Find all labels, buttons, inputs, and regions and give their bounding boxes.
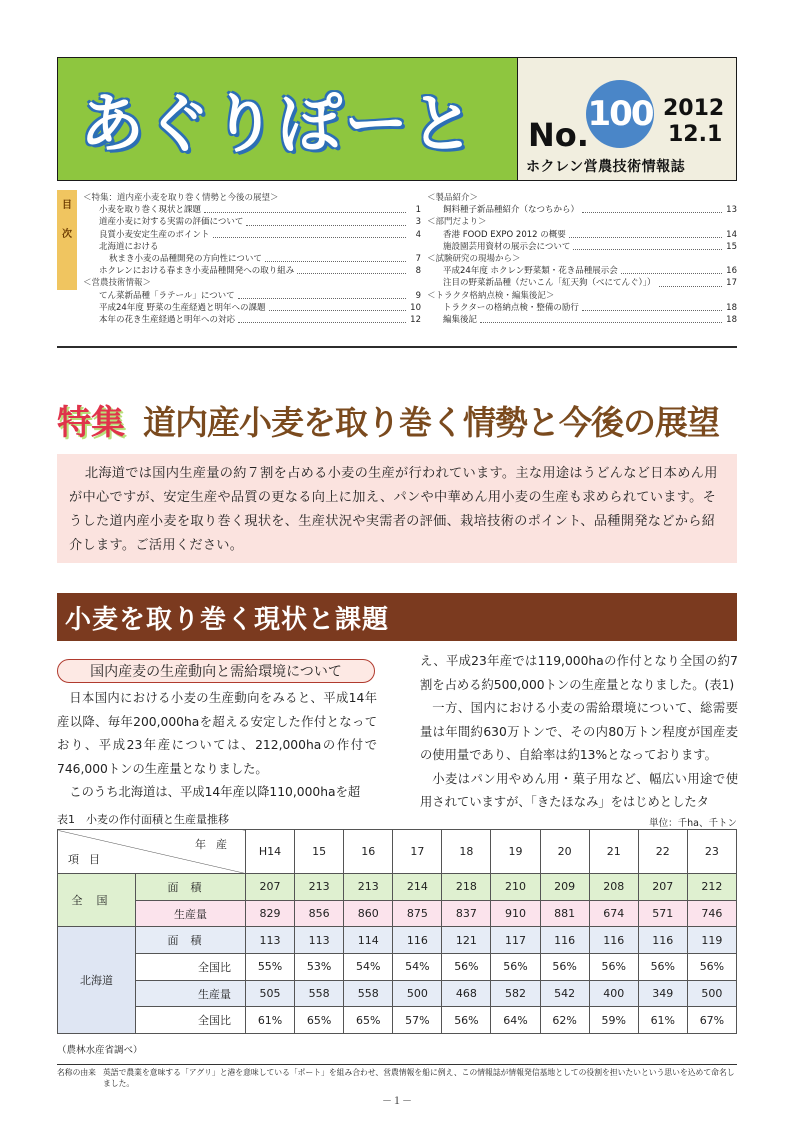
- table-cell: 210: [491, 874, 540, 901]
- table-cell: 218: [442, 874, 491, 901]
- toc-entry-title: ＜試験研究の現場から＞: [427, 254, 521, 265]
- toc-entry: [83, 290, 421, 302]
- toc-entry-title: 飼料種子新品種紹介（なつちから）: [443, 205, 580, 216]
- table-cell: 55%: [246, 954, 295, 981]
- toc-leader-dots: [213, 229, 406, 238]
- toc-entry: [83, 253, 421, 265]
- year-header-cell: 17: [393, 830, 442, 874]
- feature-title: 道内産小麦を取り巻く情勢と今後の展望: [143, 403, 719, 442]
- wheat-data-table: [57, 829, 737, 1034]
- toc-page-number: 12: [410, 315, 421, 326]
- subsection-heading: 国内産麦の生産動向と需給環境について: [57, 659, 375, 683]
- table-row: [58, 1007, 737, 1034]
- toc-entry: [83, 216, 421, 228]
- toc-page-number: 15: [726, 241, 737, 252]
- toc-leader-dots: [246, 216, 406, 225]
- feature-tag: 特集: [57, 403, 125, 443]
- toc-page-number: 1: [415, 205, 421, 216]
- table-cell: 505: [246, 980, 295, 1007]
- row-group-label: 全国: [58, 874, 136, 927]
- table-cell: 400: [589, 980, 638, 1007]
- table-cell: 542: [540, 980, 589, 1007]
- table-unit: 単位：千ha、千トン: [649, 818, 737, 829]
- toc-entry: [427, 229, 737, 241]
- header-year-label: 年産: [195, 838, 237, 851]
- table-cell: 113: [295, 927, 344, 954]
- table-cell: 207: [246, 874, 295, 901]
- masthead-issue-panel: [518, 58, 736, 180]
- year-header-cell: 18: [442, 830, 491, 874]
- toc-entry-title: 平成24年度 野菜の生産経過と明年への課題: [99, 302, 266, 313]
- table-cell: 56%: [589, 954, 638, 981]
- table-cell: 119: [687, 927, 736, 954]
- toc-divider: [57, 346, 737, 348]
- year-header-cell: 22: [638, 830, 687, 874]
- toc-leader-dots: [659, 277, 722, 286]
- table-header-row: [58, 830, 737, 874]
- toc-leader-dots: [238, 290, 406, 299]
- table-cell: 116: [638, 927, 687, 954]
- table-cell: 212: [687, 874, 736, 901]
- row-label: 生産量: [136, 980, 246, 1007]
- toc-entry: [427, 277, 737, 289]
- table-cell: 56%: [540, 954, 589, 981]
- toc-tab-char: 次: [62, 229, 72, 240]
- table-cell: 349: [638, 980, 687, 1007]
- toc-entry-title: 良質小麦安定生産のポイント: [99, 229, 210, 240]
- article-right-column: [420, 650, 738, 815]
- table-cell: 56%: [638, 954, 687, 981]
- table-cell: 116: [589, 927, 638, 954]
- footer-note-label: 名称の由来: [57, 1068, 96, 1077]
- table-cell: 208: [589, 874, 638, 901]
- toc-entry-title: ＜製品紹介＞: [427, 193, 479, 203]
- table-of-contents: [57, 190, 737, 348]
- toc-entry-title: 香港 FOOD EXPO 2012 の概要: [443, 229, 566, 240]
- table-cell: 209: [540, 874, 589, 901]
- table-cell: 57%: [393, 1007, 442, 1034]
- table-cell: 214: [393, 874, 442, 901]
- toc-entry: [83, 229, 421, 241]
- toc-right-column: [427, 192, 737, 326]
- header-item-label: 項目: [68, 853, 110, 866]
- table-cell: 56%: [491, 954, 540, 981]
- table-cell: 56%: [687, 954, 736, 981]
- footer-note: [57, 1068, 737, 1089]
- table-cell: 468: [442, 980, 491, 1007]
- toc-page-number: 18: [726, 302, 737, 313]
- table-cell: 571: [638, 900, 687, 927]
- toc-leader-dots: [297, 265, 406, 274]
- table-cell: 500: [393, 980, 442, 1007]
- table-cell: 875: [393, 900, 442, 927]
- table-cell: 837: [442, 900, 491, 927]
- table-cell: 746: [687, 900, 736, 927]
- toc-entry-title: トラクターの格納点検・整備の励行: [443, 302, 579, 313]
- toc-entry: [83, 314, 421, 326]
- toc-page-number: 8: [415, 266, 421, 277]
- toc-entry-title: ＜トラクタ格納点検・編集後記＞: [427, 290, 555, 301]
- toc-entry-title: てん菜新品種「ラテール」について: [99, 290, 235, 301]
- table-cell: 213: [295, 874, 344, 901]
- table-cell: 67%: [687, 1007, 736, 1034]
- table-cell: 558: [344, 980, 393, 1007]
- table-cell: 114: [344, 927, 393, 954]
- issue-number-badge: 100: [586, 80, 654, 148]
- magazine-logo: あぐりぽーと: [80, 88, 476, 162]
- feature-intro-text: 北海道では国内生産量の約７割を占める小麦の生産が行われています。主な用途はうどんなど日本めん用が中心ですが、安定生産や品質の更なる向上に加え、パンや中華めん用小麦の生産も求められています。そうした道内産小麦を取り巻く現状を、生産状況や実需者の評価、栽培技術のポイント、品種開発などから紹介します。ご活用ください。: [69, 466, 718, 553]
- table-row: [58, 900, 737, 927]
- table-cell: 59%: [589, 1007, 638, 1034]
- toc-entry-title: ＜営農技術情報＞: [83, 278, 152, 289]
- toc-entry-title: ＜特集：道内産小麦を取り巻く情勢と今後の展望＞: [83, 193, 279, 203]
- row-label: 全国比: [136, 1007, 246, 1034]
- toc-entry-title: 道産小麦に対する実需の評価について: [99, 217, 244, 228]
- toc-entry: [83, 204, 421, 216]
- toc-entry-title: 編集後記: [443, 315, 478, 326]
- toc-entry: [427, 241, 737, 253]
- table-caption: 表1 小麦の作付面積と生産量推移: [57, 813, 229, 826]
- year-header-cell: H14: [246, 830, 295, 874]
- toc-entry: [427, 302, 737, 314]
- page-number: －１－: [382, 1096, 412, 1107]
- table-corner-header: [58, 830, 246, 874]
- feature-intro-box: [57, 454, 737, 563]
- table-cell: 582: [491, 980, 540, 1007]
- toc-leader-dots: [204, 204, 406, 213]
- year-header-cell: 15: [295, 830, 344, 874]
- table-source: （農林水産省調べ）: [57, 1045, 143, 1056]
- table-cell: 558: [295, 980, 344, 1007]
- toc-entry-title: 本年の花き生産経過と明年への対応: [99, 315, 236, 326]
- table-cell: 54%: [393, 954, 442, 981]
- toc-section-heading: [427, 192, 737, 204]
- article-paragraph: 小麦はパン用やめん用・菓子用など、幅広い用途で使用されていますが、「きたほなみ」をはじめとしたタ: [420, 771, 738, 809]
- toc-page-number: 9: [415, 290, 421, 301]
- toc-leader-dots: [569, 229, 722, 238]
- toc-leader-dots: [480, 314, 722, 323]
- table-cell: 62%: [540, 1007, 589, 1034]
- year-header-cell: 20: [540, 830, 589, 874]
- table-cell: 56%: [442, 954, 491, 981]
- row-label: 面積: [136, 927, 246, 954]
- table-cell: 207: [638, 874, 687, 901]
- table-cell: 113: [246, 927, 295, 954]
- table-cell: 116: [393, 927, 442, 954]
- toc-leader-dots: [265, 253, 406, 262]
- table-cell: 54%: [344, 954, 393, 981]
- article-paragraph: 日本国内における小麦の生産動向をみると、平成14年産以降、毎年200,000haを超える安定した作付となっており、平成23年産については、212,000haの作付で746,000トンの生産量となりました。: [57, 691, 377, 776]
- toc-page-number: 18: [726, 315, 737, 326]
- toc-entry-title: 秋まき小麦の品種開発の方向性について: [109, 254, 262, 265]
- issue-year: 2012: [663, 96, 725, 121]
- footer-note-text: 英語で農業を意味する「アグリ」と港を意味している「ポート」を組み合わせ、営農情報を船に例え、この情報誌が情報発信基地としての役割を担いたいという思いを込めて命名しました。: [103, 1068, 735, 1088]
- table-cell: 213: [344, 874, 393, 901]
- toc-entry-title: ホクレンにおける春まき小麦品種開発への取り組み: [99, 266, 295, 277]
- magazine-subtitle: ホクレン営農技術情報誌: [526, 159, 686, 175]
- issue-date: 12.1: [668, 122, 723, 147]
- year-header-cell: 19: [491, 830, 540, 874]
- toc-section-heading: [427, 253, 737, 265]
- toc-entry-title: ＜部門だより＞: [427, 217, 487, 228]
- year-header-cell: 23: [687, 830, 736, 874]
- toc-tab-char: 目: [62, 200, 72, 211]
- feature-heading: [57, 395, 737, 443]
- toc-page-number: 10: [410, 302, 421, 313]
- table-cell: 61%: [638, 1007, 687, 1034]
- toc-leader-dots: [573, 241, 722, 250]
- toc-page-number: 14: [726, 229, 737, 240]
- toc-entry-title: 施設園芸用資材の展示会について: [443, 241, 571, 252]
- table-cell: 674: [589, 900, 638, 927]
- table-cell: 53%: [295, 954, 344, 981]
- table-cell: 64%: [491, 1007, 540, 1034]
- toc-entry: [427, 204, 737, 216]
- toc-page-number: 13: [726, 205, 737, 216]
- toc-entry-title: 注目の野菜新品種（だいこん「紅天狗（べにてんぐ）」）: [443, 278, 656, 289]
- toc-section-heading: [427, 216, 737, 228]
- toc-leader-dots: [582, 302, 722, 311]
- toc-entry-title: 平成24年度 ホクレン野菜類・花き品種展示会: [443, 266, 618, 277]
- table-cell: 116: [540, 927, 589, 954]
- article-paragraph: このうち北海道は、平成14年産以降110,000haを超: [69, 785, 361, 799]
- masthead: [57, 57, 737, 181]
- row-label: 全国比: [136, 954, 246, 981]
- toc-leader-dots: [621, 265, 722, 274]
- table-row: [58, 980, 737, 1007]
- toc-leader-dots: [582, 204, 722, 213]
- toc-entry: [83, 302, 421, 314]
- table-cell: 881: [540, 900, 589, 927]
- toc-section-heading: [83, 277, 421, 289]
- row-label: 生産量: [136, 900, 246, 927]
- table-row: [58, 954, 737, 981]
- section-banner: [57, 593, 737, 641]
- toc-entry: [427, 265, 737, 277]
- row-group-label: 北海道: [58, 927, 136, 1034]
- article-paragraph: え、平成23年産では119,000haの作付となり全国の約7割を占める約500,000トンの生産量となりました。(表1): [420, 654, 738, 692]
- footer-divider: [57, 1064, 737, 1065]
- toc-entry: [83, 241, 421, 253]
- toc-entry: [427, 314, 737, 326]
- table-cell: 61%: [246, 1007, 295, 1034]
- toc-page-number: 17: [726, 278, 737, 289]
- toc-page-number: 7: [415, 254, 421, 265]
- article-left-column: [57, 687, 377, 805]
- table-cell: 910: [491, 900, 540, 927]
- table-cell: 117: [491, 927, 540, 954]
- table-row: [58, 927, 737, 954]
- table-caption-row: [57, 809, 737, 827]
- toc-leader-dots: [238, 314, 406, 323]
- table-cell: 65%: [344, 1007, 393, 1034]
- toc-section-heading: [427, 290, 737, 302]
- issue-no-label: No.: [528, 116, 589, 154]
- toc-tab: [57, 190, 77, 290]
- toc-page-number: 16: [726, 266, 737, 277]
- year-header-cell: 16: [344, 830, 393, 874]
- table-cell: 121: [442, 927, 491, 954]
- table-cell: 56%: [442, 1007, 491, 1034]
- toc-entry: [83, 265, 421, 277]
- table-cell: 860: [344, 900, 393, 927]
- table-cell: 829: [246, 900, 295, 927]
- table-cell: 500: [687, 980, 736, 1007]
- table-cell: 65%: [295, 1007, 344, 1034]
- toc-left-column: [83, 192, 421, 326]
- toc-page-number: 3: [415, 217, 421, 228]
- row-label: 面積: [136, 874, 246, 901]
- toc-section-heading: [83, 192, 421, 204]
- toc-entry-title: 小麦を取り巻く現状と課題: [99, 205, 202, 216]
- toc-entry-title: 北海道における: [99, 241, 159, 252]
- year-header-cell: 21: [589, 830, 638, 874]
- table-row: [58, 874, 737, 901]
- section-title: 小麦を取り巻く現状と課題: [65, 604, 390, 635]
- article-paragraph: 一方、国内における小麦の需給環境について、総需要量は年間約630万トンで、その内80万トン程度が国産麦の使用量であり、自給率は約13%となっております。: [420, 701, 738, 762]
- table-cell: 856: [295, 900, 344, 927]
- toc-leader-dots: [269, 302, 406, 311]
- toc-page-number: 4: [415, 229, 421, 240]
- masthead-logo-panel: [58, 58, 518, 180]
